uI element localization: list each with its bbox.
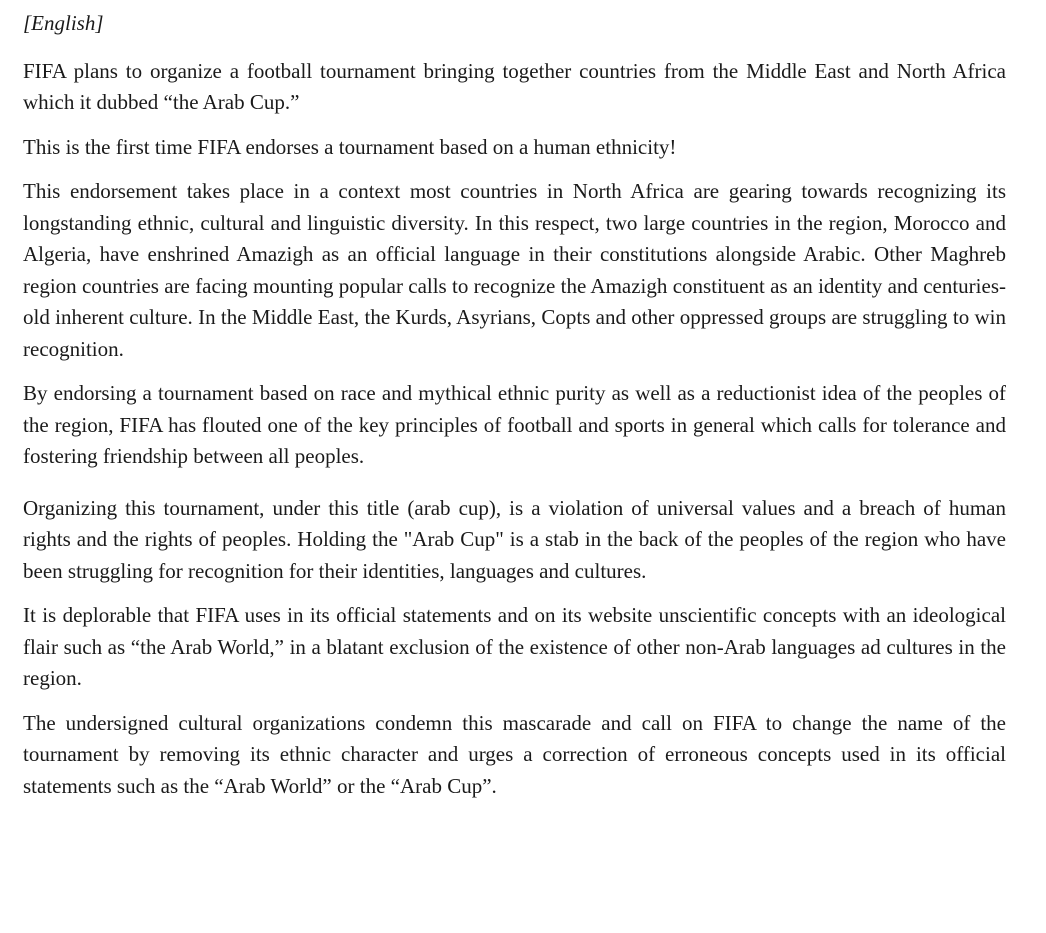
paragraph-deplorable: It is deplorable that FIFA uses in its official statements and on its website unscientific concepts with an ideological flair such as “the Arab World,” in a blatant exclusion of the existence of other non-Arab languages ad cultures in the region. bbox=[23, 603, 1006, 690]
paragraph-first-time: This is the first time FIFA endorses a tournament based on a human ethnicity! bbox=[23, 134, 677, 159]
paragraph-violation: Organizing this tournament, under this title (arab cup), is a violation of universal values and a breach of human rights and the rights of peoples. Holding the "Arab Cup" is a stab in the back of the peoples of the region who have been struggling for recognition for their identities, languages and cultures. bbox=[23, 495, 1006, 583]
paragraph-intro: FIFA plans to organize a football tournament bringing together countries from the Middle East and North Africa which it dubbed “the Arab Cup.” bbox=[23, 58, 1006, 114]
document-body bbox=[23, 8, 1006, 802]
paragraph-context: This endorsement takes place in a context most countries in North Africa are gearing towards recognizing its longstanding ethnic, cultural and linguistic diversity. In this respect, two large countries in the region, Morocco and Algeria, have enshrined Amazigh as an official language in their constitutions alongside Arabic. Other Maghreb region countries are facing mounting popular calls to recognize the Amazigh constituent as an identity and centuries-old inherent culture. In the Middle East, the Kurds, Asyrians, Copts and other oppressed groups are struggling to win recognition. bbox=[23, 179, 1006, 361]
language-tag: [English] bbox=[23, 11, 104, 35]
paragraph-endorsement: By endorsing a tournament based on race and mythical ethnic purity as well as a reductionist idea of the peoples of the region, FIFA has flouted one of the key principles of football and sports in general which calls for tolerance and fostering friendship between all peoples. bbox=[23, 381, 1006, 468]
paragraph-conclusion: The undersigned cultural organizations condemn this mascarade and call on FIFA to change the name of the tournament by removing its ethnic character and urges a correction of erroneous concepts used in its official statements such as the “Arab World” or the “Arab Cup”. bbox=[23, 710, 1006, 798]
